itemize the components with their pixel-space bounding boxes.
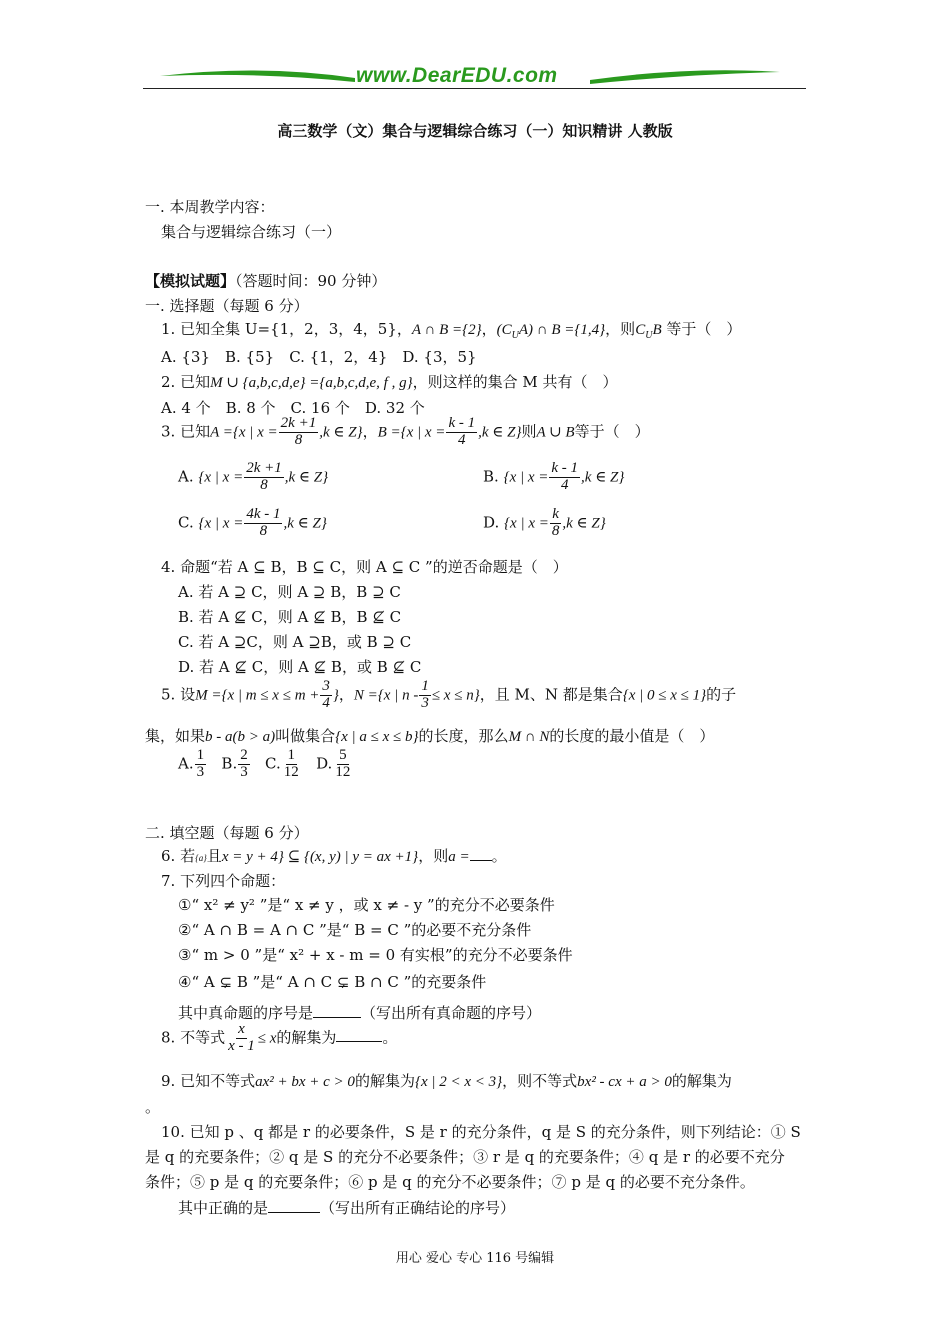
page-footer: 用心 爱心 专心 116 号编辑 (395, 1251, 555, 1266)
question-5-line-2: 集，如果b - a(b > a)叫做集合{x | a ≤ x ≤ b}的长度，那么M ∩ N的长度的最小值是（ ） (145, 727, 715, 745)
question-4-option-a: A. 若 A ⊇ C，则 A ⊇ B，B ⊇ C (178, 583, 401, 601)
header-rule (143, 88, 806, 89)
question-3-option-c: C. {x | x = $\frac{4k - 1}{8}$ ,k ∈ Z} (178, 506, 327, 539)
question-7: 7. 下列四个命题： (161, 872, 286, 890)
question-5-options: A. $\frac{1}{3}$ B. $\frac{2}{3}$ C. $\frac{1}{12}$ D. $\frac{5}{12}$ (178, 747, 351, 780)
question-1-options: A. {3} B. {5} C. {1，2，4} D. {3，5} (161, 348, 477, 366)
question-9-line-2: 。 (145, 1098, 161, 1116)
question-6: 6. 若{a}且x = y + 4} ⊆ {(x, y) | y = ax +1}，则a = 。 (161, 847, 507, 865)
question-7-item-1: ①“ x² ≠ y² ”是“ x ≠ y ，或 x ≠ - y ”的充分不必要条件 (178, 896, 555, 914)
question-7-item-3: ③“ m > 0 ”是“ x² + x - m = 0 有实根”的充分不必要条件 (178, 946, 573, 964)
question-4-option-d: D. 若 A ⊈ C，则 A ⊈ B，或 B ⊈ C (178, 658, 422, 676)
question-9: 9. 已知不等式ax² + bx + c > 0的解集为{x | 2 < x < 3}，则不等式bx² - cx + a > 0的解集为 (161, 1072, 732, 1090)
question-10-line-1: 10. 已知 p 、q 都是 r 的必要条件，S 是 r 的充分条件，q 是 S 的充分条件，则下列结论：① S (161, 1123, 801, 1141)
question-5: 5. 设M ={x | m ≤ x ≤ m + $\frac{3}{4}$ }，N ={x | n - $\frac{1}{3}$ ≤ x ≤ n}，且 M、N 都是集合{x | 0 ≤ x ≤ 1}的子 (161, 678, 737, 711)
question-2: 2. 已知M ∪ {a,b,c,d,e} ={a,b,c,d,e, f , g}，则这样的集合 M 共有（ ） (161, 373, 618, 391)
question-4-option-c: C. 若 A ⊇C，则 A ⊇B，或 B ⊇ C (178, 633, 412, 651)
question-10-tail: 其中正确的是 （写出所有正确结论的序号） (178, 1199, 516, 1217)
question-4: 4. 命题“若 A ⊆ B，B ⊆ C，则 A ⊆ C ”的逆否命题是（ ） (161, 558, 568, 576)
question-7-item-4: ④“ A ⊊ B ”是“ A ∩ C ⊊ B ∩ C ”的充要条件 (178, 973, 487, 991)
question-4-option-b: B. 若 A ⊈ C，则 A ⊈ B，B ⊈ C (178, 608, 402, 626)
exam-heading: 【模拟试题】（答题时间：90 分钟） (145, 272, 387, 290)
question-3-option-a: A. {x | x = $\frac{2k +1}{8}$ ,k ∈ Z} (178, 460, 329, 493)
question-3-option-b: B. {x | x = $\frac{k - 1}{4}$ ,k ∈ Z} (483, 460, 625, 493)
question-8: 8. 不等式 $\frac{x}{x - 1}$ ≤ x的解集为 。 (161, 1021, 398, 1054)
question-3: 3. 已知A ={x | x = $\frac{2k +1}{8}$ ,k ∈ Z}，B ={x | x = $\frac{k - 1}{4}$ ,k ∈ Z}则A ∪ B等于（ ） (161, 415, 650, 448)
question-1: 1. 已知全集 U={1，2，3，4，5}，A ∩ B ={2}，$(C_UA)$ ∩ B ={1,4}，则$C_UB$ 等于（ ） (161, 320, 742, 341)
week-content: 集合与逻辑综合练习（一） (161, 223, 342, 241)
site-logo: www.DearEDU.com (356, 64, 558, 87)
question-10-line-3: 条件；⑤ p 是 q 的充要条件；⑥ p 是 q 的充分不必要条件；⑦ p 是 q 的必要不充分条件。 (145, 1173, 755, 1191)
question-3-option-d: D. {x | x = $\frac{k}{8}$ ,k ∈ Z} (483, 506, 606, 539)
question-7-tail: 其中真命题的序号是 （写出所有真命题的序号） (178, 1004, 542, 1022)
choice-heading: 一. 选择题（每题 6 分） (145, 297, 309, 315)
question-2-options: A. 4 个 B. 8 个 C. 16 个 D. 32 个 (161, 399, 425, 417)
question-7-item-2: ②“ A ∩ B = A ∩ C ”是“ B = C ”的必要不充分条件 (178, 921, 532, 939)
page-title: 高三数学（文）集合与逻辑综合练习（一）知识精讲 人教版 (277, 122, 673, 140)
week-heading: 一. 本周教学内容： (145, 198, 275, 216)
question-10-line-2: 是 q 的充要条件；② q 是 S 的充分不必要条件；③ r 是 q 的充要条件；④ q 是 r 的必要不充分 (145, 1148, 785, 1166)
fill-heading: 二. 填空题（每题 6 分） (145, 824, 309, 842)
